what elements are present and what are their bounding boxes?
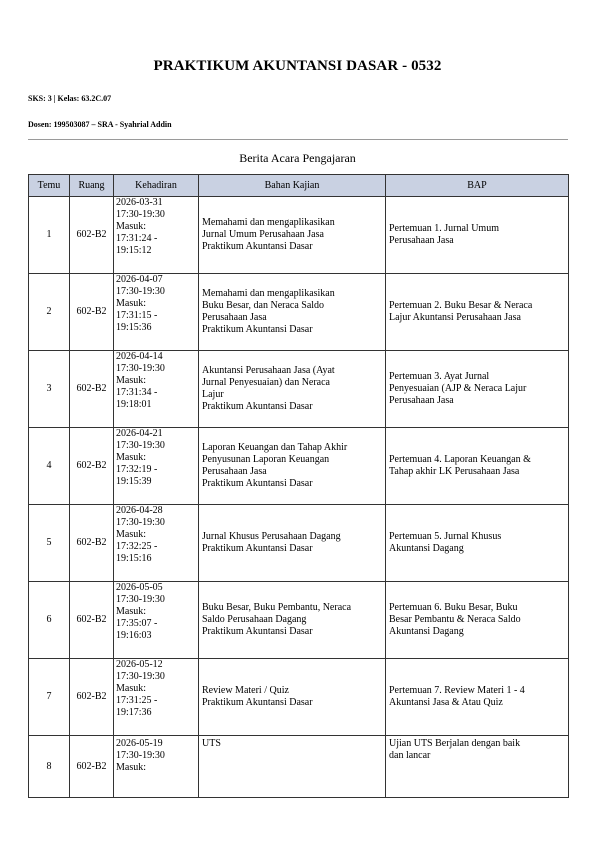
bap-line: Akuntansi Dagang: [389, 626, 464, 637]
bahan-line: Laporan Keuangan dan Tahap Akhir: [202, 442, 348, 453]
cell-temu: 6: [29, 582, 70, 659]
cell-bap: [386, 197, 569, 274]
kehadiran-line: Masuk:: [116, 452, 146, 463]
bap-line: Ujian UTS Berjalan dengan baik: [389, 738, 521, 749]
bahan-line: Akuntansi Perusahaan Jasa (Ayat: [202, 365, 335, 376]
kehadiran-line: 19:15:16: [116, 553, 152, 564]
cell-bap: [386, 505, 569, 582]
bap-line: Besar Pembantu & Neraca Saldo: [389, 614, 521, 625]
cell-kehadiran: [114, 274, 199, 351]
cell-bap: [386, 351, 569, 428]
table-body: [29, 197, 569, 798]
cell-temu: 1: [29, 197, 70, 274]
cell-bap: [386, 736, 569, 798]
kehadiran-line: 17:31:15 -: [116, 310, 158, 321]
kehadiran-line: 17:30-19:30: [116, 671, 165, 682]
cell-temu: 2: [29, 274, 70, 351]
bap-line: Penyesuaian (AJP & Neraca Lajur: [389, 383, 527, 394]
table-row: [29, 274, 569, 351]
bap-line: Perusahaan Jasa: [389, 235, 454, 246]
kehadiran-line: 2026-05-12: [116, 659, 163, 670]
kehadiran-line: 17:30-19:30: [116, 209, 165, 220]
header-ruang: Ruang: [70, 175, 114, 197]
bahan-line: Penyusunan Laporan Keuangan: [202, 454, 330, 465]
kehadiran-line: 17:31:34 -: [116, 387, 158, 398]
cell-bahan-kajian: [199, 197, 386, 274]
divider: [28, 139, 568, 140]
table-row: [29, 582, 569, 659]
cell-kehadiran: [114, 197, 199, 274]
page-title: PRAKTIKUM AKUNTANSI DASAR - 0532: [153, 58, 442, 74]
kehadiran-line: 2026-04-21: [116, 428, 163, 439]
cell-ruang: 602-B2: [70, 505, 114, 582]
bahan-line: Praktikum Akuntansi Dasar: [202, 324, 313, 335]
kehadiran-line: 17:32:19 -: [116, 464, 158, 475]
kehadiran-line: 17:31:25 -: [116, 695, 158, 706]
cell-bahan-kajian: [199, 351, 386, 428]
cell-kehadiran: [114, 736, 199, 798]
table-row: [29, 505, 569, 582]
cell-kehadiran: [114, 351, 199, 428]
cell-bap: [386, 659, 569, 736]
table-row: [29, 659, 569, 736]
cell-ruang: 602-B2: [70, 428, 114, 505]
cell-kehadiran: [114, 659, 199, 736]
kehadiran-line: 17:30-19:30: [116, 363, 165, 374]
bap-line: Pertemuan 4. Laporan Keuangan &: [389, 454, 531, 465]
bahan-line: Buku Besar, Buku Pembantu, Neraca: [202, 602, 352, 613]
kehadiran-line: 19:15:12: [116, 245, 152, 256]
bap-line: Pertemuan 6. Buku Besar, Buku: [389, 602, 518, 613]
cell-bap: [386, 582, 569, 659]
header-kehadiran: Kehadiran: [114, 175, 199, 197]
kehadiran-line: Masuk:: [116, 529, 146, 540]
cell-temu: 7: [29, 659, 70, 736]
kehadiran-line: 2026-04-28: [116, 505, 163, 516]
table-row: [29, 428, 569, 505]
kehadiran-line: Masuk:: [116, 298, 146, 309]
cell-bap: [386, 428, 569, 505]
cell-temu: 5: [29, 505, 70, 582]
bap-line: Akuntansi Dagang: [389, 543, 464, 554]
bap-line: Pertemuan 7. Review Materi 1 - 4: [389, 685, 525, 696]
bahan-line: UTS: [202, 738, 221, 749]
cell-bahan-kajian: [199, 428, 386, 505]
cell-ruang: 602-B2: [70, 274, 114, 351]
bap-line: Pertemuan 2. Buku Besar & Neraca: [389, 300, 533, 311]
kehadiran-line: 19:15:36: [116, 322, 152, 333]
lecturer-info: Dosen: 199503087 – SRA - Syahrial Addin: [28, 120, 172, 129]
header-bahan-kajian: Bahan Kajian: [199, 175, 386, 197]
cell-bahan-kajian: [199, 274, 386, 351]
bahan-line: Review Materi / Quiz: [202, 685, 289, 696]
bap-line: Pertemuan 5. Jurnal Khusus: [389, 531, 502, 542]
kehadiran-line: 2026-05-19: [116, 738, 163, 749]
table-header-row: [29, 175, 569, 197]
bap-line: Lajur Akuntansi Perusahaan Jasa: [389, 312, 521, 323]
bahan-line: Praktikum Akuntansi Dasar: [202, 241, 313, 252]
bahan-line: Jurnal Khusus Perusahaan Dagang: [202, 531, 341, 542]
cell-bahan-kajian: [199, 582, 386, 659]
bap-line: Pertemuan 1. Jurnal Umum: [389, 223, 499, 234]
cell-temu: 3: [29, 351, 70, 428]
cell-bahan-kajian: [199, 505, 386, 582]
kehadiran-line: 17:30-19:30: [116, 517, 165, 528]
bap-line: Perusahaan Jasa: [389, 395, 454, 406]
kehadiran-line: 2026-04-14: [116, 351, 163, 362]
header-bap: BAP: [386, 175, 569, 197]
kehadiran-line: 2026-05-05: [116, 582, 163, 593]
cell-ruang: 602-B2: [70, 351, 114, 428]
kehadiran-line: Masuk:: [116, 606, 146, 617]
bahan-line: Perusahaan Jasa: [202, 466, 267, 477]
kehadiran-line: 2026-03-31: [116, 197, 163, 208]
cell-kehadiran: [114, 582, 199, 659]
cell-temu: 8: [29, 736, 70, 798]
kehadiran-line: 19:16:03: [116, 630, 152, 641]
kehadiran-line: Masuk:: [116, 683, 146, 694]
kehadiran-line: 17:30-19:30: [116, 594, 165, 605]
bahan-line: Praktikum Akuntansi Dasar: [202, 543, 313, 554]
kehadiran-line: 19:18:01: [116, 399, 152, 410]
cell-ruang: 602-B2: [70, 582, 114, 659]
bahan-line: Jurnal Penyesuaian) dan Neraca: [202, 377, 330, 388]
kehadiran-line: 2026-04-07: [116, 274, 163, 285]
cell-temu: 4: [29, 428, 70, 505]
bap-line: Akuntansi Jasa & Atau Quiz: [389, 697, 503, 708]
bahan-line: Lajur: [202, 389, 224, 400]
cell-kehadiran: [114, 428, 199, 505]
cell-kehadiran: [114, 505, 199, 582]
bap-line: Pertemuan 3. Ayat Jurnal: [389, 371, 490, 382]
attendance-table: [28, 174, 569, 798]
table-row: [29, 736, 569, 798]
bahan-line: Perusahaan Jasa: [202, 312, 267, 323]
table-row: [29, 351, 569, 428]
cell-bahan-kajian: [199, 736, 386, 798]
bahan-line: Praktikum Akuntansi Dasar: [202, 478, 313, 489]
cell-bap: [386, 274, 569, 351]
kehadiran-line: Masuk:: [116, 762, 146, 773]
bahan-line: Jurnal Umum Perusahaan Jasa: [202, 229, 324, 240]
kehadiran-line: Masuk:: [116, 221, 146, 232]
bahan-line: Saldo Perusahaan Dagang: [202, 614, 307, 625]
cell-ruang: 602-B2: [70, 659, 114, 736]
bap-line: dan lancar: [389, 750, 431, 761]
bap-line: Tahap akhir LK Perusahaan Jasa: [389, 466, 520, 477]
kehadiran-line: 17:31:24 -: [116, 233, 158, 244]
kehadiran-line: 17:35:07 -: [116, 618, 158, 629]
kehadiran-line: 17:30-19:30: [116, 750, 165, 761]
bahan-line: Buku Besar, dan Neraca Saldo: [202, 300, 325, 311]
kehadiran-line: 17:32:25 -: [116, 541, 158, 552]
bahan-line: Praktikum Akuntansi Dasar: [202, 626, 313, 637]
kehadiran-line: 17:30-19:30: [116, 286, 165, 297]
section-title: Berita Acara Pengajaran: [239, 151, 356, 165]
bahan-line: Memahami dan mengaplikasikan: [202, 288, 335, 299]
table-row: [29, 197, 569, 274]
header-temu: Temu: [29, 175, 70, 197]
kehadiran-line: 17:30-19:30: [116, 440, 165, 451]
bahan-line: Praktikum Akuntansi Dasar: [202, 401, 313, 412]
course-info: SKS: 3 | Kelas: 63.2C.07: [28, 94, 112, 103]
kehadiran-line: Masuk:: [116, 375, 146, 386]
bahan-line: Praktikum Akuntansi Dasar: [202, 697, 313, 708]
kehadiran-line: 19:15:39: [116, 476, 152, 487]
cell-ruang: 602-B2: [70, 197, 114, 274]
cell-ruang: 602-B2: [70, 736, 114, 798]
kehadiran-line: 19:17:36: [116, 707, 152, 718]
bahan-line: Memahami dan mengaplikasikan: [202, 217, 335, 228]
cell-bahan-kajian: [199, 659, 386, 736]
